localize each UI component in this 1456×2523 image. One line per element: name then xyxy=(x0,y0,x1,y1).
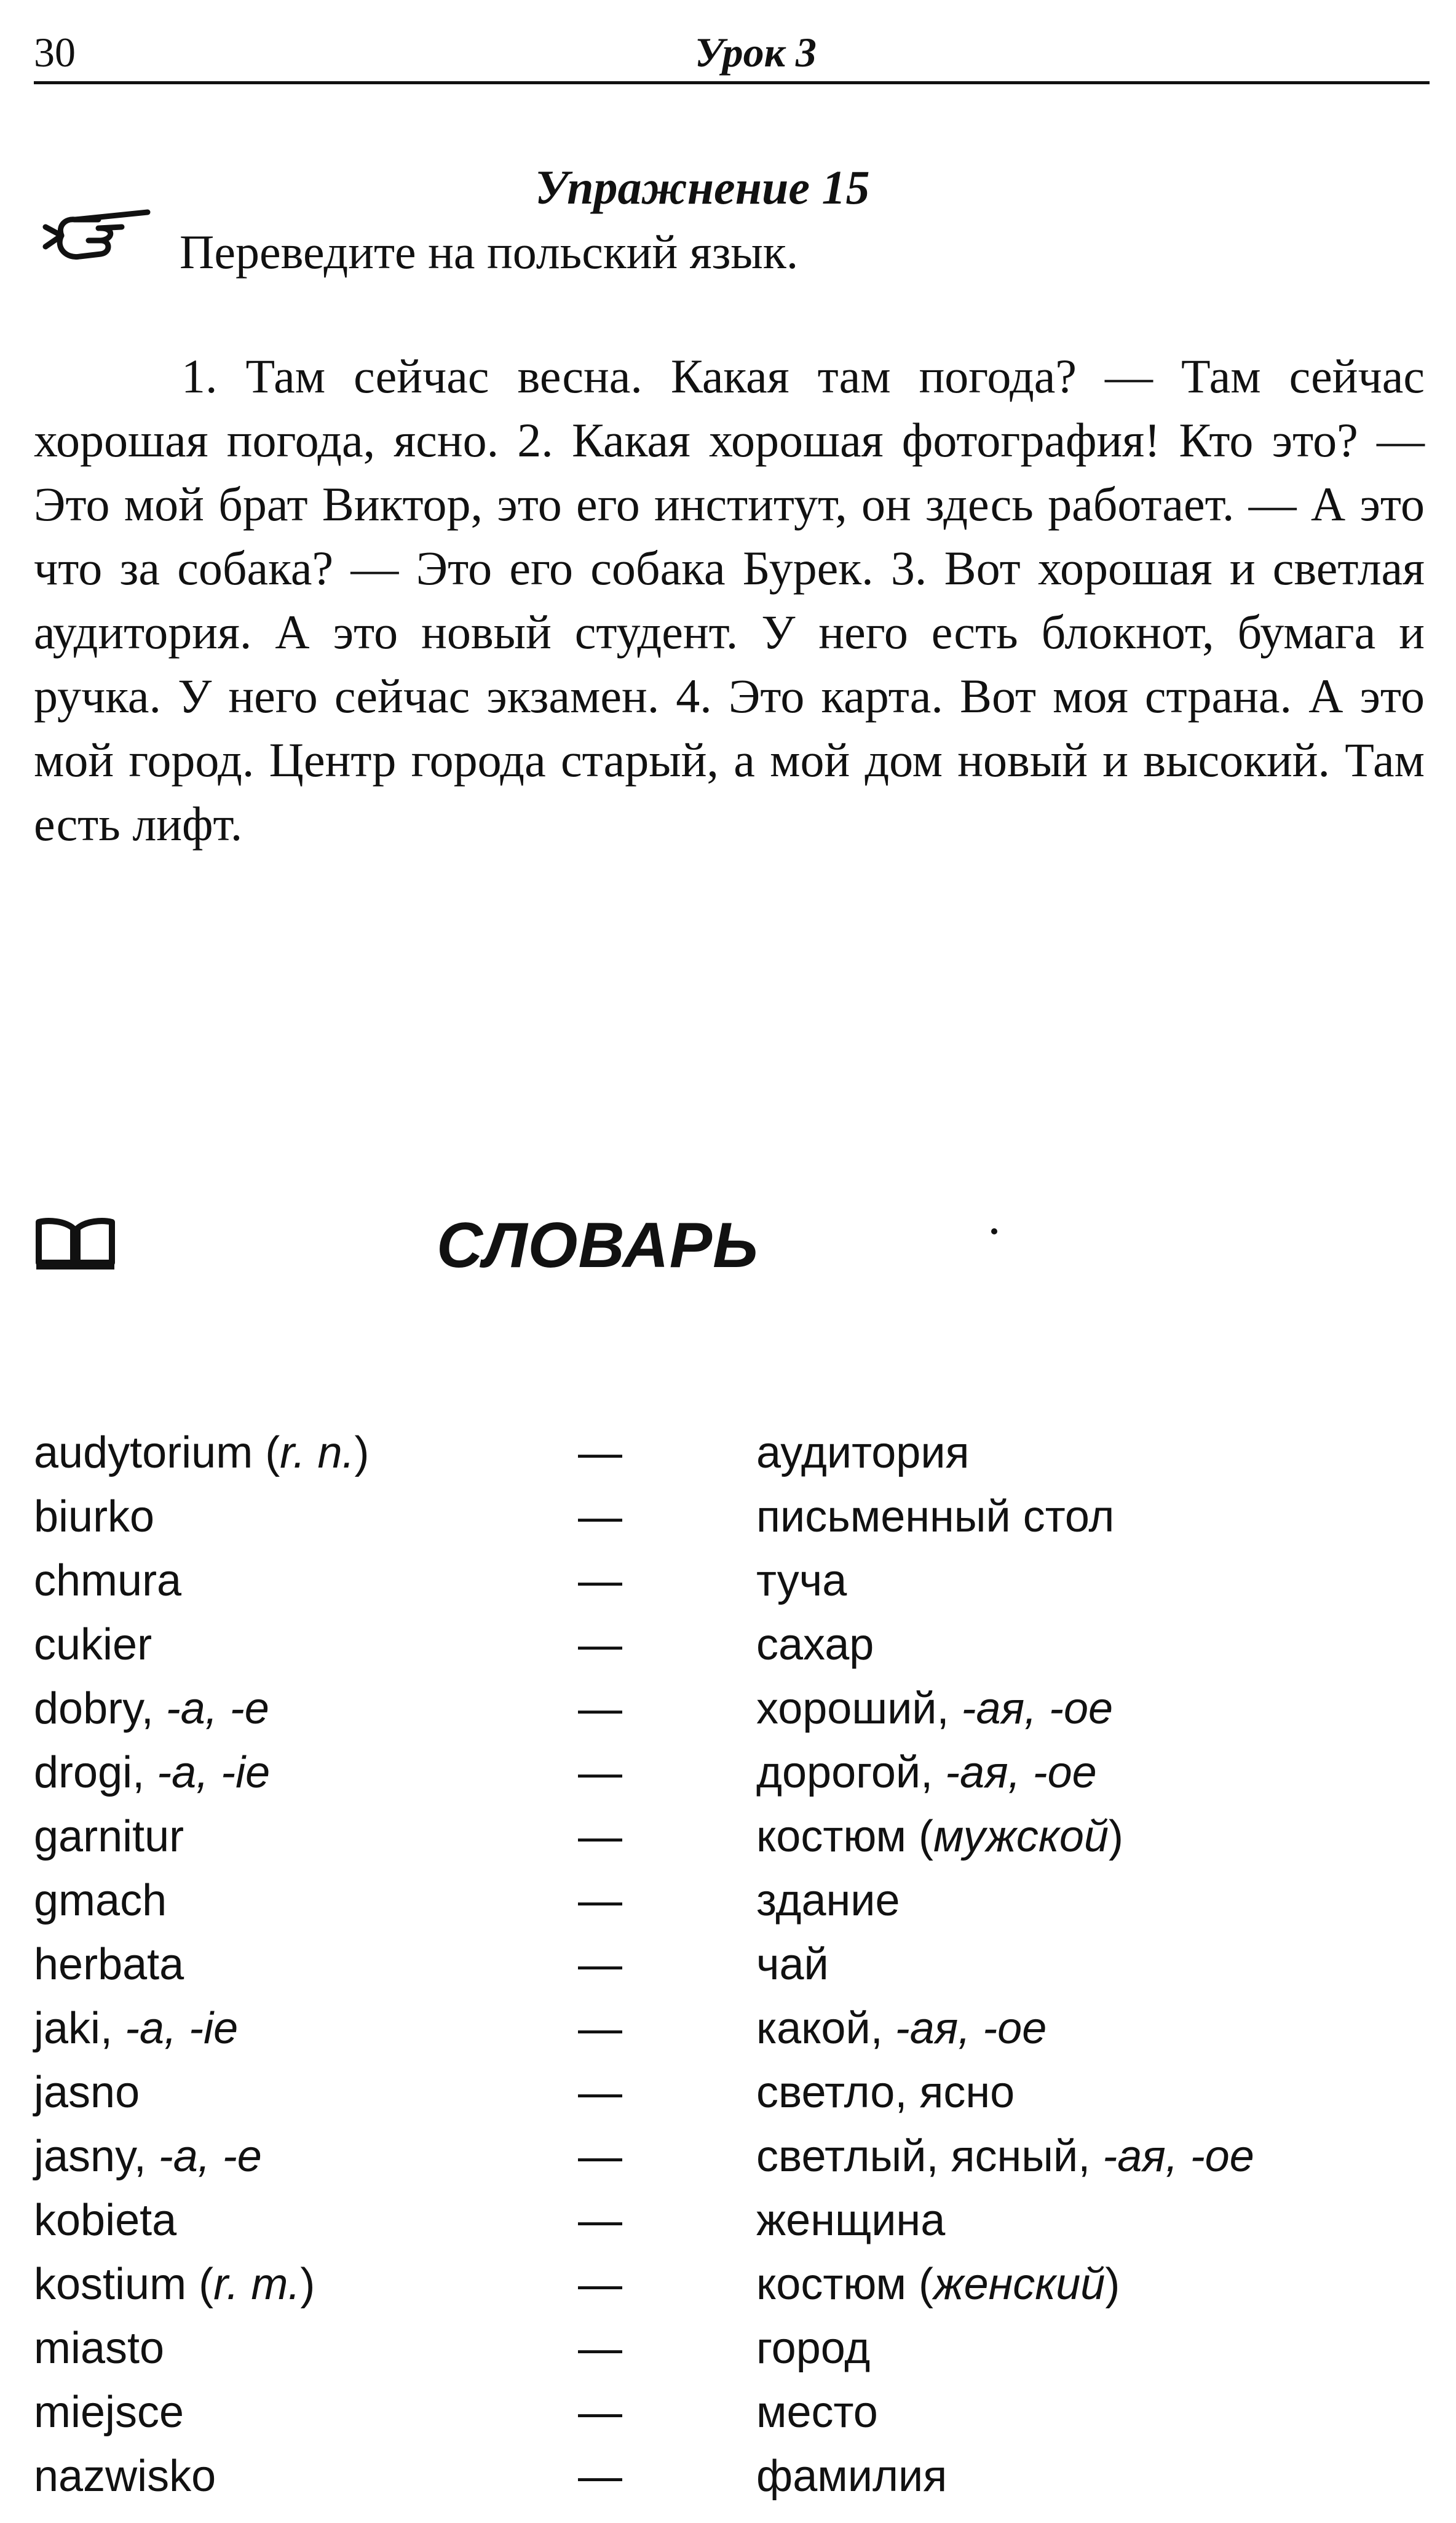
russian-translation-text: костюм xyxy=(756,1812,907,1861)
dictionary-title: СЛОВАРЬ xyxy=(437,1210,759,1281)
russian-translation-text: хороший, xyxy=(756,1684,949,1733)
polish-word-text: cukier xyxy=(34,1620,152,1669)
russian-translation-text: женщина xyxy=(756,2196,946,2245)
vocab-entry xyxy=(34,2188,1430,2252)
russian-translation-text: фамилия xyxy=(756,2452,948,2501)
russian-translation-note: -ая, -ое xyxy=(945,1748,1097,1797)
polish-word-text: dobry, xyxy=(34,1684,154,1733)
vocab-dash: — xyxy=(578,2452,622,2501)
russian-translation-text: светлый, ясный, xyxy=(756,2132,1091,2181)
polish-word-text: biurko xyxy=(34,1492,155,1541)
pointing-hand-icon xyxy=(37,200,154,268)
vocab-entry xyxy=(34,1997,1430,2060)
russian-translation-text: аудитория xyxy=(756,1428,970,1477)
polish-word xyxy=(34,1421,370,1485)
polish-word xyxy=(34,2444,216,2508)
vocab-entry xyxy=(34,1805,1430,1869)
polish-word-text: jaki, xyxy=(34,2004,113,2053)
polish-word-text: jasny, xyxy=(34,2132,146,2181)
russian-translation-note: -ая, -ое xyxy=(1102,2132,1254,2181)
vocab-dash: — xyxy=(578,2260,622,2309)
vocab-entry xyxy=(34,1485,1430,1549)
open-book-icon xyxy=(34,1215,117,1270)
russian-translation xyxy=(756,1485,1114,1549)
vocab-dash: — xyxy=(578,1940,622,1989)
lesson-title: Урок 3 xyxy=(695,29,817,76)
russian-translation-note: (женский) xyxy=(919,2260,1120,2309)
russian-translation-text: чай xyxy=(756,1940,829,1989)
polish-word xyxy=(34,1741,270,1805)
polish-word xyxy=(34,2380,184,2444)
polish-word xyxy=(34,1549,181,1613)
exercise-text: 1. Там сейчас весна. Какая там погода? — Там сейчас хорошая погода, ясно. 2. Какая хорошая фотография! Кто это? — Это мой брат Виктор, это его институт, он здесь работает. — А это что за собака? — Это его собака Бурек. 3. Вот хорошая и светлая аудитория. А это новый студент. У него есть блокнот, бумага и ручка. У него сейчас экзамен. 4. Это карта. Вот моя страна. А это мой город. Центр города старый, а мой дом новый и высокий. Там есть лифт. xyxy=(34,349,1425,851)
russian-translation-text: письменный стол xyxy=(756,1492,1115,1541)
russian-translation xyxy=(756,2252,1120,2316)
vocabulary-list xyxy=(34,1421,1430,2508)
russian-translation xyxy=(756,2316,870,2380)
vocab-dash: — xyxy=(578,2068,622,2117)
russian-translation xyxy=(756,2444,947,2508)
header-rule xyxy=(34,81,1430,84)
vocab-dash: — xyxy=(578,1684,622,1733)
polish-word-note: -a, -e xyxy=(165,1684,269,1733)
russian-translation-text: здание xyxy=(756,1876,900,1925)
polish-word-text: chmura xyxy=(34,1556,182,1605)
russian-translation xyxy=(756,1549,847,1613)
vocab-entry xyxy=(34,2444,1430,2508)
vocab-dash: — xyxy=(578,1556,622,1605)
vocab-entry xyxy=(34,1741,1430,1805)
russian-translation-text: город xyxy=(756,2324,871,2373)
polish-word-text: kobieta xyxy=(34,2196,177,2245)
russian-translation xyxy=(756,2060,1015,2124)
russian-translation-text: светло, ясно xyxy=(756,2068,1015,2117)
russian-translation-text: какой, xyxy=(756,2004,883,2053)
vocab-dash: — xyxy=(578,1492,622,1541)
polish-word xyxy=(34,1933,184,1997)
polish-word xyxy=(34,2188,176,2252)
russian-translation xyxy=(756,1613,874,1677)
vocab-dash: — xyxy=(578,1748,622,1797)
russian-translation xyxy=(756,1421,970,1485)
print-dot xyxy=(991,1228,997,1234)
polish-word xyxy=(34,2124,262,2188)
russian-translation xyxy=(756,2124,1254,2188)
russian-translation xyxy=(756,1869,900,1933)
exercise-title: Упражнение 15 xyxy=(535,161,870,214)
vocab-entry xyxy=(34,1613,1430,1677)
russian-translation xyxy=(756,2380,878,2444)
russian-translation xyxy=(756,1805,1123,1869)
polish-word xyxy=(34,1805,184,1869)
polish-word-note: -a, -ie xyxy=(157,1748,271,1797)
vocab-dash: — xyxy=(578,1620,622,1669)
polish-word-text: miejsce xyxy=(34,2388,184,2437)
vocab-dash: — xyxy=(578,1428,622,1477)
vocab-entry xyxy=(34,2380,1430,2444)
russian-translation-text: костюм xyxy=(756,2260,907,2309)
vocab-dash: — xyxy=(578,2196,622,2245)
russian-translation-note: (мужской) xyxy=(919,1812,1123,1861)
polish-word xyxy=(34,1485,154,1549)
vocab-entry xyxy=(34,1933,1430,1997)
russian-translation-text: туча xyxy=(756,1556,847,1605)
vocab-entry xyxy=(34,1677,1430,1741)
russian-translation xyxy=(756,1933,829,1997)
polish-word-text: jasno xyxy=(34,2068,140,2117)
polish-word-note: -a, -e xyxy=(158,2132,262,2181)
russian-translation xyxy=(756,2188,945,2252)
russian-translation-text: дорогой, xyxy=(756,1748,933,1797)
vocab-entry xyxy=(34,2316,1430,2380)
polish-word xyxy=(34,1613,152,1677)
page-number: 30 xyxy=(34,29,76,76)
polish-word xyxy=(34,1677,269,1741)
russian-translation-note: -ая, -ое xyxy=(961,1684,1114,1733)
vocab-dash: — xyxy=(578,2388,622,2437)
russian-translation-text: сахар xyxy=(756,1620,874,1669)
vocab-dash: — xyxy=(578,2132,622,2181)
vocab-entry xyxy=(34,1421,1430,1485)
polish-word-text: garnitur xyxy=(34,1812,184,1861)
vocab-dash: — xyxy=(578,2004,622,2053)
polish-word xyxy=(34,1997,238,2060)
vocab-entry xyxy=(34,1869,1430,1933)
polish-word-text: audytorium xyxy=(34,1428,253,1477)
vocab-entry xyxy=(34,1549,1430,1613)
russian-translation xyxy=(756,1997,1046,2060)
polish-word-text: kostium xyxy=(34,2260,187,2309)
polish-word xyxy=(34,2252,315,2316)
russian-translation xyxy=(756,1741,1097,1805)
vocab-dash: — xyxy=(578,1812,622,1861)
polish-word-note: (r. m.) xyxy=(199,2260,315,2309)
polish-word-note: -a, -ie xyxy=(125,2004,239,2053)
polish-word-note: (r. n.) xyxy=(265,1428,370,1477)
vocab-entry xyxy=(34,2060,1430,2124)
russian-translation-note: -ая, -ое xyxy=(895,2004,1047,2053)
exercise-instruction: Переведите на польский язык. xyxy=(180,225,799,279)
polish-word-text: miasto xyxy=(34,2324,165,2373)
polish-word xyxy=(34,1869,167,1933)
polish-word-text: herbata xyxy=(34,1940,184,1989)
polish-word-text: nazwisko xyxy=(34,2452,216,2501)
polish-word-text: gmach xyxy=(34,1876,167,1925)
russian-translation xyxy=(756,1677,1113,1741)
polish-word xyxy=(34,2316,164,2380)
vocab-dash: — xyxy=(578,1876,622,1925)
polish-word xyxy=(34,2060,140,2124)
vocab-dash: — xyxy=(578,2324,622,2373)
vocab-entry xyxy=(34,2124,1430,2188)
russian-translation-text: место xyxy=(756,2388,878,2437)
vocab-entry xyxy=(34,2252,1430,2316)
polish-word-text: drogi, xyxy=(34,1748,145,1797)
page-header xyxy=(34,25,1430,83)
